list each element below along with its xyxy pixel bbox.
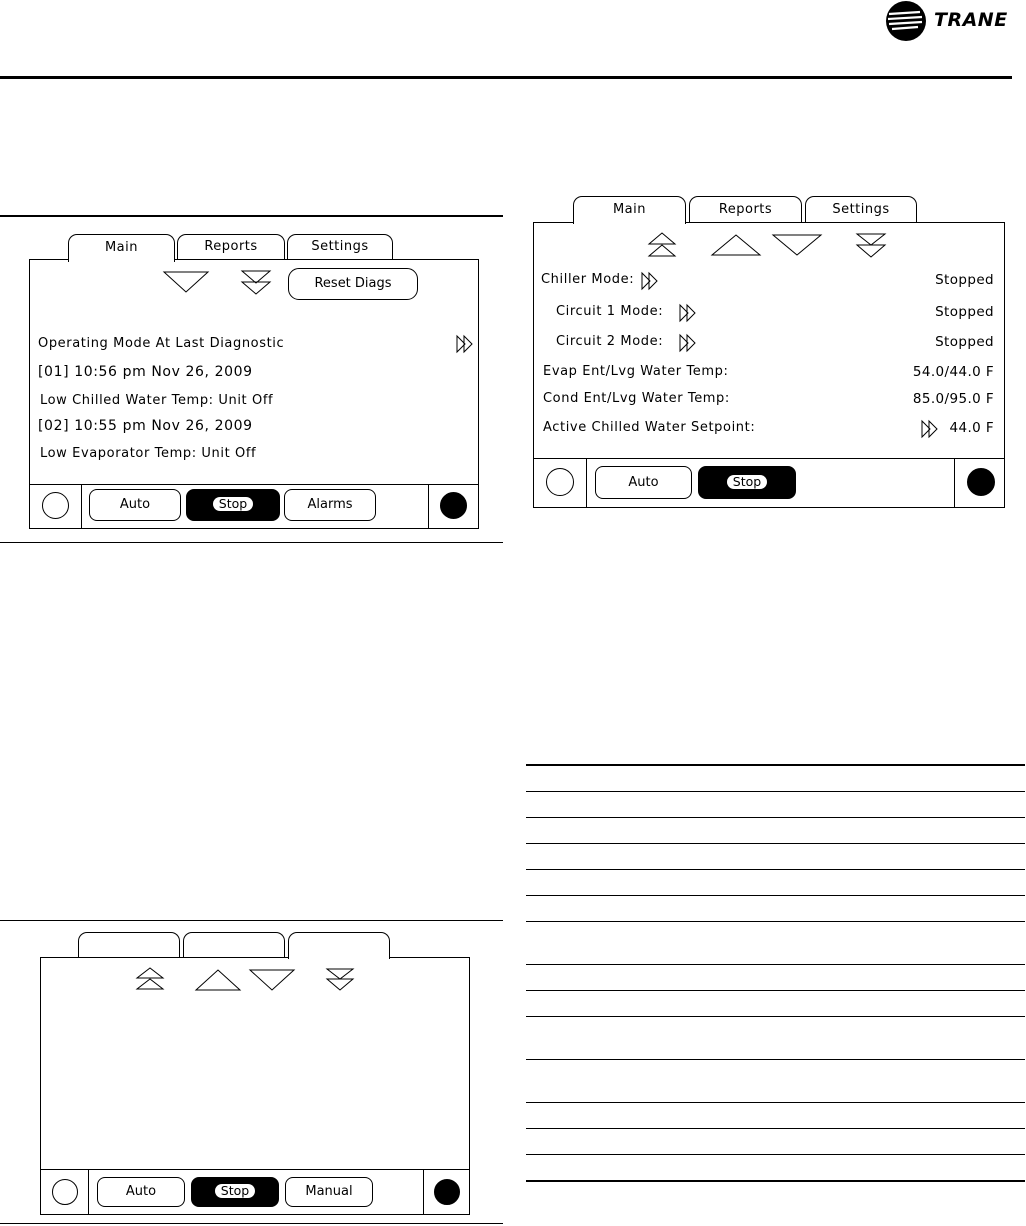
- diag-row-1-timestamp: [01] 10:56 pm Nov 26, 2009: [38, 364, 253, 380]
- auto-button[interactable]: [97, 1177, 185, 1207]
- main-bottom-left-divider: [586, 458, 587, 507]
- status-indicator-open[interactable]: [52, 1179, 78, 1205]
- header-rule: [0, 76, 1012, 79]
- auto-label: Auto: [628, 475, 659, 490]
- tab-reports-label: Reports: [718, 202, 773, 217]
- tab-reports[interactable]: [689, 196, 802, 223]
- figure-rule-bottom: [0, 1223, 503, 1224]
- status-indicator-open[interactable]: [546, 468, 574, 496]
- blank-bottom-bar-divider: [41, 1169, 469, 1170]
- table-rule: [526, 1102, 1025, 1103]
- page-up-icon[interactable]: [194, 968, 242, 992]
- table-rule: [526, 869, 1025, 870]
- scroll-top-icon[interactable]: [647, 231, 677, 259]
- setpoint-drill-icon[interactable]: [920, 419, 940, 439]
- tab-main[interactable]: [68, 234, 175, 262]
- alarms-button[interactable]: [284, 489, 376, 521]
- cond-temp-label: Cond Ent/Lvg Water Temp:: [543, 391, 730, 406]
- page-up-icon[interactable]: [710, 233, 762, 257]
- stop-button[interactable]: [186, 489, 280, 521]
- figure-rule-top: [0, 920, 503, 921]
- tab-1[interactable]: [78, 932, 180, 958]
- circuit-2-drill-icon[interactable]: [678, 333, 698, 353]
- tab-settings[interactable]: [287, 234, 393, 260]
- scroll-bottom-icon[interactable]: [240, 269, 272, 297]
- table-rule: [526, 1180, 1025, 1182]
- alarms-label: Alarms: [307, 497, 353, 512]
- manual-label: Manual: [305, 1184, 353, 1199]
- circuit-1-mode-value: Stopped: [935, 304, 994, 320]
- evap-temp-value: 54.0/44.0 F: [912, 364, 994, 380]
- drill-in-icon[interactable]: [455, 334, 475, 354]
- tab-settings[interactable]: [805, 196, 917, 223]
- table-rule: [526, 817, 1025, 818]
- tab-main-label: Main: [612, 202, 647, 217]
- table-rule: [526, 895, 1025, 896]
- stop-label: Stop: [213, 497, 253, 511]
- circuit-1-drill-icon[interactable]: [678, 303, 698, 323]
- auto-label: Auto: [125, 1184, 157, 1199]
- table-rule: [526, 1016, 1025, 1017]
- circuit-2-mode-value: Stopped: [935, 334, 994, 350]
- table-rule: [526, 990, 1025, 991]
- stop-label: Stop: [727, 475, 767, 489]
- diag-row-2-timestamp: [02] 10:55 pm Nov 26, 2009: [38, 418, 253, 434]
- chiller-mode-label: Chiller Mode:: [541, 272, 635, 287]
- chiller-mode-drill-icon[interactable]: [640, 271, 660, 291]
- diag-row-2-description: Low Evaporator Temp: Unit Off: [40, 446, 257, 461]
- auto-button[interactable]: [89, 489, 181, 521]
- main-bottom-right-divider: [954, 458, 955, 507]
- cond-temp-value: 85.0/95.0 F: [912, 391, 994, 407]
- blank-bottom-right-divider: [423, 1169, 424, 1214]
- evap-temp-label: Evap Ent/Lvg Water Temp:: [543, 364, 729, 379]
- scroll-bottom-icon[interactable]: [855, 232, 887, 260]
- diag-row-1-description: Low Chilled Water Temp: Unit Off: [40, 393, 274, 408]
- tab-2[interactable]: [183, 932, 285, 958]
- scroll-top-icon[interactable]: [135, 966, 165, 992]
- auto-label: Auto: [119, 497, 151, 512]
- trane-logo: [884, 0, 1014, 44]
- circuit-1-mode-label: Circuit 1 Mode:: [556, 304, 664, 319]
- tab-settings-label: Settings: [311, 239, 369, 254]
- tab-reports-label: Reports: [204, 239, 258, 254]
- status-indicator-filled[interactable]: [967, 468, 995, 496]
- tab-gap-cover: [289, 957, 389, 958]
- figure-rule-bottom: [0, 542, 503, 543]
- status-indicator-open[interactable]: [42, 492, 69, 519]
- table-rule: [526, 843, 1025, 844]
- manual-button[interactable]: [285, 1177, 373, 1207]
- page-down-icon[interactable]: [248, 968, 296, 992]
- page-down-icon[interactable]: [771, 233, 823, 257]
- reset-diags-label: Reset Diags: [314, 276, 392, 291]
- status-indicator-filled[interactable]: [434, 1179, 460, 1205]
- stop-label: Stop: [215, 1184, 255, 1198]
- diag-bottom-right-divider: [428, 484, 429, 528]
- page-down-icon[interactable]: [162, 270, 210, 294]
- status-indicator-filled[interactable]: [440, 492, 467, 519]
- setpoint-label: Active Chilled Water Setpoint:: [543, 420, 756, 435]
- diag-bottom-bar-divider: [30, 484, 478, 485]
- table-rule: [526, 1154, 1025, 1155]
- tab-settings-label: Settings: [832, 202, 890, 217]
- table-rule: [526, 764, 1025, 766]
- scroll-bottom-icon[interactable]: [325, 967, 355, 993]
- reset-diags-button[interactable]: [288, 268, 418, 300]
- diag-row-heading: Operating Mode At Last Diagnostic: [38, 336, 285, 351]
- table-rule: [526, 791, 1025, 792]
- tab-reports[interactable]: [177, 234, 285, 260]
- setpoint-value: 44.0 F: [949, 420, 994, 436]
- blank-bottom-left-divider: [88, 1169, 89, 1214]
- diag-bottom-left-divider: [81, 484, 82, 528]
- trane-logo-mark: [884, 0, 928, 44]
- auto-button[interactable]: [595, 466, 692, 499]
- circuit-2-mode-label: Circuit 2 Mode:: [556, 334, 664, 349]
- table-rule: [526, 921, 1025, 922]
- table-rule: [526, 1128, 1025, 1129]
- tab-3[interactable]: [288, 932, 390, 959]
- stop-button[interactable]: [698, 466, 796, 499]
- table-rule: [526, 964, 1025, 965]
- chiller-mode-value: Stopped: [935, 272, 994, 288]
- tab-gap-cover: [69, 259, 174, 260]
- tab-main-label: Main: [104, 240, 139, 255]
- stop-button[interactable]: [191, 1177, 279, 1207]
- figure-rule-top: [0, 215, 503, 217]
- table-rule: [526, 1059, 1025, 1060]
- tab-main[interactable]: [573, 196, 686, 224]
- trane-wordmark: TRANE: [934, 9, 1008, 31]
- main-bottom-bar-divider: [534, 458, 1004, 459]
- tab-gap-cover: [574, 222, 685, 223]
